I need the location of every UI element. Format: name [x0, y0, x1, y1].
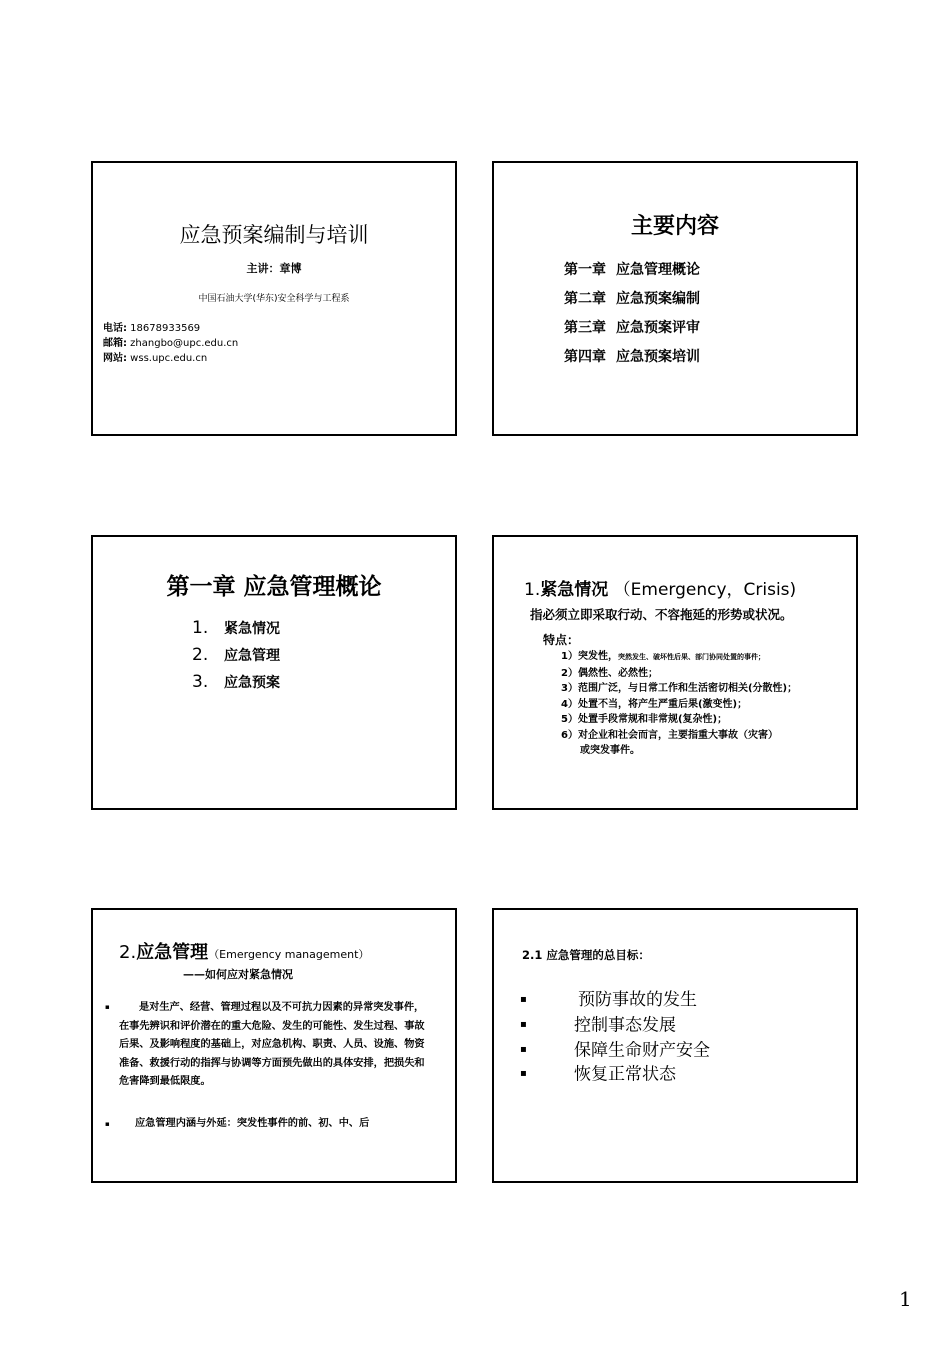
goal-text: 保障生命财产安全: [574, 1039, 710, 1060]
phone-line: [103, 321, 238, 336]
features-label: 特点：: [543, 633, 580, 647]
goal-item: [520, 1062, 710, 1087]
section-list: [192, 615, 280, 696]
goal-text: 控制事态发展: [574, 1015, 676, 1035]
chapter-item: [564, 256, 700, 285]
heading-english: （Emergency，Crisis): [608, 580, 797, 600]
bullet-icon: ▪: [520, 1043, 527, 1055]
chapter-title: 应急管理概论: [616, 262, 700, 278]
bullet-icon: ▪: [520, 994, 527, 1005]
feature-item: 4）处置不当，将产生严重后果(激变性)；: [561, 698, 748, 710]
section-item: [192, 615, 280, 642]
section-title: 应急预案: [224, 675, 280, 691]
web-line: [103, 351, 238, 366]
email-label: 邮箱:: [103, 338, 127, 349]
section-number: 3.: [192, 672, 209, 692]
slide-emergency-management: [91, 908, 457, 1183]
heading-number: 2.: [119, 942, 137, 963]
chapter-title: 第一章 应急管理概论: [166, 574, 382, 600]
heading-number: 1.: [524, 580, 541, 600]
feature-text: 1）突发性，: [561, 651, 618, 662]
presentation-title: 应急预案编制与培训: [179, 223, 369, 247]
slide-overall-goals: [492, 908, 858, 1183]
bullet-paragraph: [105, 998, 431, 1091]
web-label: 网站:: [103, 353, 127, 364]
feature-list: [561, 649, 797, 759]
chapter-item: [564, 343, 700, 372]
section-item: [192, 642, 280, 669]
chapter-number: 第四章: [564, 349, 606, 365]
section-number: 1.: [192, 618, 209, 638]
bullet-icon: ▪: [520, 1068, 527, 1080]
goal-item: [520, 1013, 710, 1038]
chapter-number: 第一章: [564, 262, 606, 278]
slide-title: [91, 161, 457, 436]
slide-contents: [492, 161, 858, 436]
chapter-item: [564, 314, 700, 343]
contact-info: [103, 321, 238, 366]
bullet-icon: ▪: [105, 1002, 110, 1011]
section-title: 紧急情况: [224, 621, 280, 637]
heading-title: 应急管理: [136, 942, 209, 963]
goal-text: 恢复正常状态: [574, 1064, 676, 1085]
heading-title: 紧急情况: [540, 580, 609, 600]
feature-item: 3）范围广泛，与日常工作和生活密切相关(分散性)；: [561, 683, 798, 694]
chapter-number: 第三章: [564, 320, 606, 336]
section-title: 应急管理: [224, 648, 280, 664]
page-number: 1: [899, 1287, 912, 1311]
chapter-number: 第二章: [564, 291, 606, 307]
definition: 指必须立即采取行动、不容拖延的形势或状况。: [530, 607, 793, 622]
chapter-title: 应急预案培训: [616, 349, 700, 365]
paragraph-text: 是对生产、经营、管理过程以及不可抗力因素的异常突发事件，在事先辨识和评价潜在的重大危险、发生的可能性、发生过程、事故后果、及影响程度的基础上，对应急机构、职责、人员、设施、物资准备、救援行动的指挥与协调等方面预先做出的具体安排，把损失和危害降到最低限度。: [119, 1001, 425, 1088]
feature-item: [561, 649, 797, 666]
speaker: 主讲：章博: [246, 262, 302, 275]
bullet-paragraph: [105, 1114, 369, 1129]
slide-heading: 2.1 应急管理的总目标：: [522, 948, 650, 962]
bullet-icon: ▪: [105, 1119, 110, 1128]
goal-item: [520, 988, 710, 1013]
slide-heading: [119, 938, 369, 964]
chapter-list: [564, 256, 700, 372]
affiliation: 中国石油大学(华东)安全科学与工程系: [198, 294, 350, 304]
feature-item: 2）偶然性、必然性；: [561, 667, 658, 679]
heading-english: （Emergency management）: [208, 948, 370, 961]
chapter-title: 应急预案编制: [616, 291, 700, 307]
phone-value: 18678933569: [127, 323, 201, 334]
feature-item: 6）对企业和社会而言，主要指重大事故（灾害）: [561, 729, 778, 741]
email-value: zhangbo@upc.edu.cn: [127, 338, 239, 349]
slide-subtitle: ——如何应对紧急情况: [183, 968, 293, 981]
section-number: 2.: [192, 645, 209, 665]
phone-label: 电话:: [103, 323, 127, 334]
bullet-icon: ▪: [520, 1018, 527, 1030]
section-item: [192, 669, 280, 696]
email-line: [103, 336, 238, 351]
web-value: wss.upc.edu.cn: [127, 353, 208, 364]
goal-text: 预防事故的发生: [578, 990, 697, 1011]
feature-note: 突然发生、破坏性后果、部门协同处置的事件；: [617, 653, 765, 661]
feature-item: 5）处置手段常规和非常规(复杂性)；: [561, 714, 728, 725]
paragraph-text: 应急管理内涵与外延：突发性事件的前、初、中、后: [135, 1117, 370, 1129]
contents-title: 主要内容: [630, 214, 719, 239]
slide-chapter-one: [91, 535, 457, 810]
goal-item: [520, 1038, 710, 1063]
slide-heading: [524, 575, 796, 600]
goal-list: [520, 988, 710, 1087]
chapter-title: 应急预案评审: [616, 320, 700, 336]
feature-item-continued: 或突发事件。: [580, 745, 640, 756]
chapter-item: [564, 285, 700, 314]
slide-emergency: [492, 535, 858, 810]
